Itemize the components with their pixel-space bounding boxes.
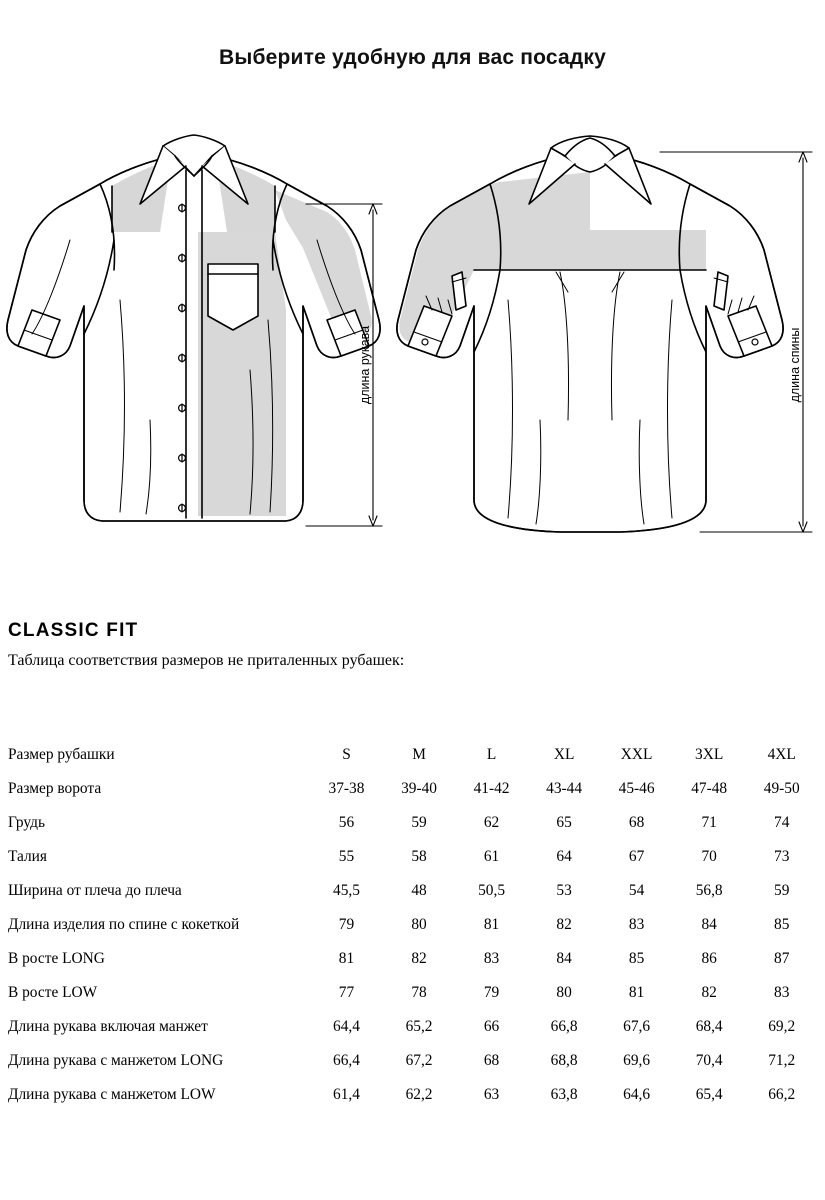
row-label: Длина рукава включая манжет xyxy=(8,1018,208,1035)
table-cell: 79 xyxy=(483,984,500,1001)
row-label: Размер ворота xyxy=(8,780,102,797)
table-cell: 56 xyxy=(338,814,355,831)
column-header: M xyxy=(412,746,426,763)
table-cell: 71,2 xyxy=(768,1052,796,1069)
table-cell: 73 xyxy=(774,848,790,865)
row-label: Длина рукава с манжетом LOW xyxy=(8,1086,216,1103)
row-label: Длина рукава с манжетом LONG xyxy=(8,1052,224,1069)
shirt-front-view xyxy=(7,135,380,521)
table-cell: 83 xyxy=(628,916,645,933)
table-cell: 83 xyxy=(483,950,500,967)
table-cell: 39-40 xyxy=(401,780,437,797)
table-cell: 87 xyxy=(774,950,790,967)
table-cell: 77 xyxy=(338,984,355,1001)
table-cell: 68 xyxy=(483,1052,500,1069)
table-cell: 84 xyxy=(701,916,717,933)
table-cell: 64 xyxy=(556,848,572,865)
table-cell: 41-42 xyxy=(473,780,510,797)
table-cell: 61,4 xyxy=(333,1086,360,1103)
table-cell: 82 xyxy=(411,950,427,967)
table-cell: 45-46 xyxy=(618,780,655,797)
table-cell: 66,2 xyxy=(768,1086,796,1103)
table-cell: 67 xyxy=(628,848,645,865)
table-cell: 65 xyxy=(556,814,572,831)
table-cell: 59 xyxy=(411,814,427,831)
table-row xyxy=(8,1010,818,1044)
table-cell: 54 xyxy=(628,882,645,899)
column-header: L xyxy=(486,746,497,763)
table-row xyxy=(8,738,818,772)
table-cell: 63 xyxy=(483,1086,500,1103)
shirt-back-view xyxy=(397,136,783,532)
fit-description: Таблица соответствия размеров не приталенных рубашек: xyxy=(8,652,405,669)
table-cell: 67,2 xyxy=(405,1052,433,1069)
row-label: Размер рубашки xyxy=(8,746,115,763)
table-cell: 37-38 xyxy=(328,780,365,797)
row-label: Длина изделия по спине с кокеткой xyxy=(8,916,240,933)
table-row xyxy=(8,874,818,908)
table-row xyxy=(8,772,818,806)
table-cell: 69,6 xyxy=(623,1052,651,1069)
table-cell: 45,5 xyxy=(333,882,360,899)
table-cell: 68 xyxy=(628,814,645,831)
table-cell: 80 xyxy=(556,984,572,1001)
table-cell: 62 xyxy=(483,814,500,831)
table-cell: 81 xyxy=(483,916,500,933)
table-row xyxy=(8,976,818,1010)
table-cell: 47-48 xyxy=(691,780,728,797)
table-cell: 61 xyxy=(483,848,500,865)
table-cell: 78 xyxy=(411,984,427,1001)
back-length-label: длина спины xyxy=(788,327,802,403)
column-header: XXL xyxy=(620,746,653,763)
table-cell: 79 xyxy=(338,916,355,933)
table-cell: 80 xyxy=(411,916,427,933)
table-cell: 66 xyxy=(483,1018,500,1035)
table-row xyxy=(8,1078,818,1112)
size-table xyxy=(8,738,818,1112)
table-cell: 43-44 xyxy=(546,780,583,797)
table-cell: 81 xyxy=(338,950,355,967)
table-cell: 64,6 xyxy=(623,1086,651,1103)
table-cell: 49-50 xyxy=(763,780,800,797)
column-header: 3XL xyxy=(695,746,724,763)
table-cell: 58 xyxy=(411,848,427,865)
table-cell: 56,8 xyxy=(695,882,723,899)
table-cell: 74 xyxy=(774,814,790,831)
table-cell: 62,2 xyxy=(405,1086,433,1103)
row-label: Талия xyxy=(8,848,47,865)
fit-name: CLASSIC FIT xyxy=(8,620,139,641)
table-cell: 67,6 xyxy=(623,1018,651,1035)
table-cell: 66,4 xyxy=(333,1052,360,1069)
size-table-body xyxy=(8,738,818,1112)
table-cell: 84 xyxy=(556,950,572,967)
table-cell: 83 xyxy=(774,984,790,1001)
table-row xyxy=(8,908,818,942)
table-cell: 48 xyxy=(411,882,427,899)
table-cell: 86 xyxy=(701,950,717,967)
table-cell: 71 xyxy=(701,814,717,831)
table-cell: 64,4 xyxy=(333,1018,360,1035)
table-cell: 69,2 xyxy=(768,1018,796,1035)
table-cell: 55 xyxy=(338,848,355,865)
row-label: Ширина от плеча до плеча xyxy=(8,882,182,899)
row-label: Грудь xyxy=(8,814,45,831)
table-cell: 65,2 xyxy=(405,1018,433,1035)
table-row xyxy=(8,840,818,874)
column-header: S xyxy=(342,746,351,763)
column-header: XL xyxy=(553,746,575,763)
table-cell: 81 xyxy=(628,984,645,1001)
table-row xyxy=(8,942,818,976)
shirt-illustration xyxy=(0,120,825,560)
table-cell: 68,8 xyxy=(550,1052,578,1069)
table-cell: 68,4 xyxy=(695,1018,723,1035)
column-header: 4XL xyxy=(767,746,796,763)
table-cell: 82 xyxy=(701,984,717,1001)
table-row xyxy=(8,1044,818,1078)
table-cell: 50,5 xyxy=(478,882,506,899)
table-cell: 59 xyxy=(774,882,790,899)
table-cell: 53 xyxy=(556,882,572,899)
table-cell: 70,4 xyxy=(695,1052,723,1069)
table-cell: 85 xyxy=(774,916,790,933)
table-cell: 70 xyxy=(701,848,717,865)
row-label: В росте LONG xyxy=(8,950,105,967)
sleeve-length-label: длина рукава xyxy=(358,325,372,405)
row-label: В росте LOW xyxy=(8,984,98,1001)
table-cell: 63,8 xyxy=(550,1086,578,1103)
table-cell: 65,4 xyxy=(695,1086,723,1103)
table-cell: 85 xyxy=(628,950,645,967)
table-row xyxy=(8,806,818,840)
table-cell: 82 xyxy=(556,916,572,933)
page-title: Выберите удобную для вас посадку xyxy=(218,46,607,69)
table-cell: 66,8 xyxy=(550,1018,578,1035)
